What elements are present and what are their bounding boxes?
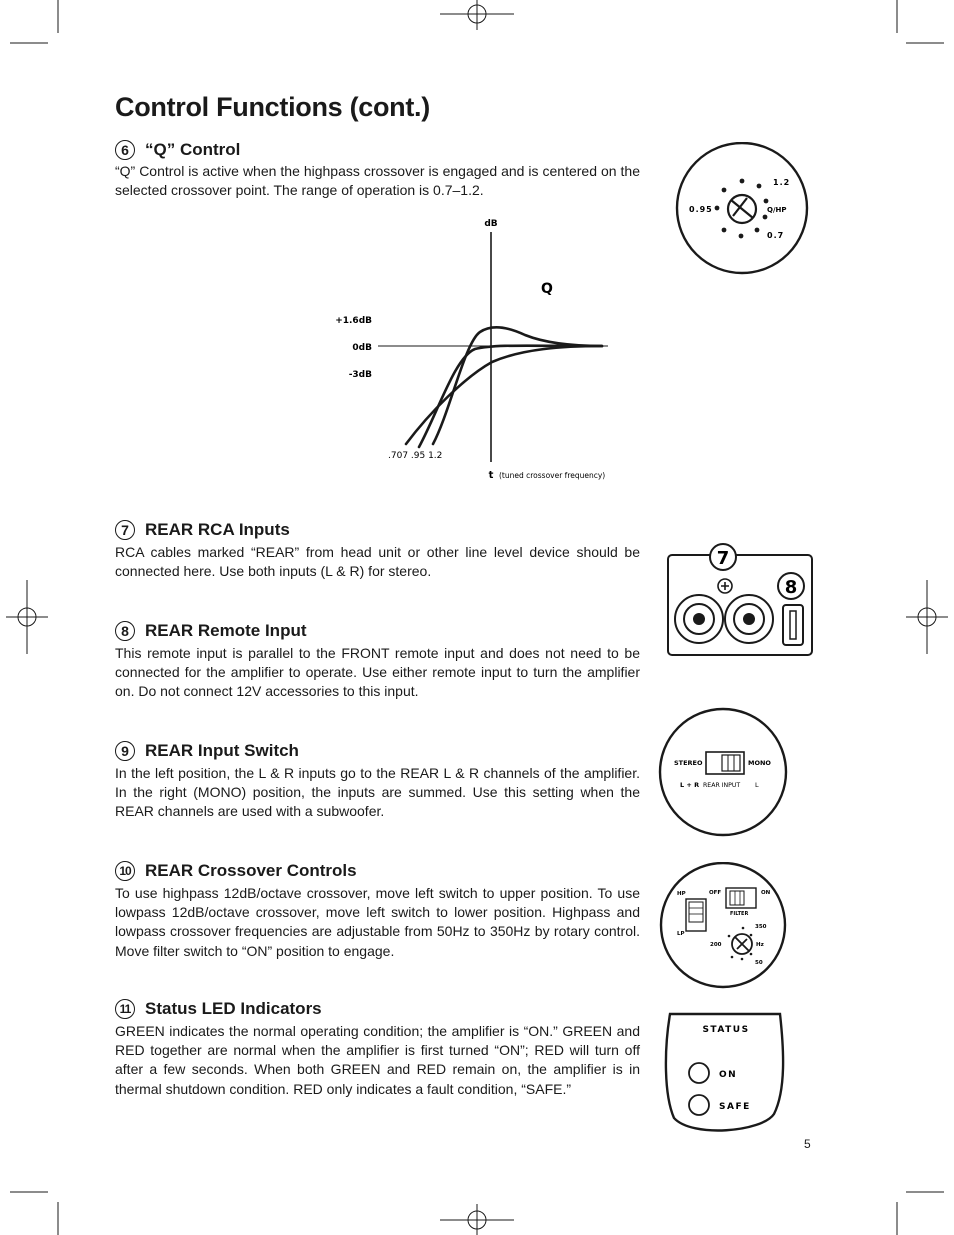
curve-labels: .707 .95 1.2 <box>388 451 443 461</box>
status-title: STATUS <box>702 1025 750 1035</box>
section-title: REAR Remote Input <box>145 621 307 640</box>
knob-label-name: Q/HP <box>767 206 787 214</box>
status-led-panel <box>662 1010 788 1140</box>
switch-label-l: L <box>755 781 759 789</box>
page-title: Control Functions (cont.) <box>115 92 430 122</box>
section-number: 7 <box>115 520 135 540</box>
led-safe-icon <box>689 1095 709 1115</box>
xover-label-50: 50 <box>755 960 763 966</box>
section-number: 10 <box>115 861 135 881</box>
section-title: Status LED Indicators <box>145 999 322 1018</box>
xover-label-filter: FILTER <box>730 911 749 917</box>
graph-x-note: (tuned crossover frequency) <box>499 471 606 480</box>
xover-label-350: 350 <box>755 924 767 930</box>
section-number: 8 <box>115 621 135 641</box>
status-label-safe: SAFE <box>719 1102 751 1112</box>
section-number: 11 <box>115 999 135 1019</box>
section-body: RCA cables marked “REAR” from head unit or other line level device should be connected here. Use both inputs (L & R) for stereo. <box>115 544 640 580</box>
rca-jack-left-icon <box>675 595 723 643</box>
section-heading-rear-remote <box>115 621 307 641</box>
section-title: REAR Crossover Controls <box>145 861 357 880</box>
q-control-knob <box>675 142 810 277</box>
graph-y-label: dB <box>484 219 498 229</box>
section-heading-q-control <box>115 140 240 160</box>
graph-q-label: Q <box>541 281 553 297</box>
switch-label-mono: MONO <box>748 759 771 767</box>
xover-label-hz: Hz <box>756 942 764 948</box>
section-heading-rear-crossover <box>115 861 357 881</box>
xover-label-on: ON <box>761 890 771 896</box>
section-heading-rear-input-switch <box>115 741 299 761</box>
section-body: This remote input is parallel to the FRONT remote input and does not need to be connected for the amplifier to operate. Use either remote input to turn the amplifier on. Do not connect 12V accessories to this input. <box>115 645 640 700</box>
curve-q-low <box>406 346 602 444</box>
badge-7-label: 7 <box>716 548 730 569</box>
page-number: 5 <box>804 1137 811 1151</box>
xover-label-200: 200 <box>710 942 722 948</box>
section-heading-status-led <box>115 999 322 1019</box>
graph-x-symbol: t <box>488 470 494 481</box>
section-title: “Q” Control <box>145 140 241 159</box>
xover-label-lp: LP <box>677 931 685 937</box>
rca-jack-right-icon <box>725 595 773 643</box>
led-on-icon <box>689 1063 709 1083</box>
level-label-plus: +1.6dB <box>335 316 372 326</box>
switch-label-stereo: STEREO <box>674 759 703 767</box>
level-label-zero: 0dB <box>352 343 372 353</box>
rca-input-panel <box>665 543 815 661</box>
section-body: GREEN indicates the normal operating condition; the amplifier is “ON.” GREEN and RED together are normal when the amplifier is first turned “ON”; RED will turn off after a few seconds. When both GREEN and RED remain on, the amplifier is in thermal shutdown condition. RED only indicates a fault condition, “SAFE.” <box>115 1023 640 1097</box>
rear-input-switch-panel <box>658 705 788 839</box>
knob-label-bottom: 0.7 <box>767 231 785 240</box>
switch-caption: REAR INPUT <box>703 782 741 789</box>
rear-crossover-panel <box>658 862 788 990</box>
knob-label-top: 1.2 <box>773 178 791 187</box>
status-label-on: ON <box>719 1070 738 1080</box>
knob-label-left: 0.95 <box>689 205 713 214</box>
section-body: In the left position, the L & R inputs go to the REAR L & R channels of the amplifier. In the right (MONO) position, the inputs are summed. Use this setting when the REAR channels are used with a subwoofer. <box>115 765 640 820</box>
section-body: To use highpass 12dB/octave crossover, move left switch to upper position. To use lowpass 12dB/octave crossover, move left switch to lower position. Highpass and lowpass crossover frequencies are adjustable from 50Hz to 350Hz by rotary control. Move filter switch to “ON” position to engage. <box>115 885 640 959</box>
level-label-minus: -3dB <box>348 370 372 380</box>
q-response-graph <box>330 212 620 487</box>
section-title: REAR Input Switch <box>145 741 299 760</box>
section-number: 9 <box>115 741 135 761</box>
section-title: REAR RCA Inputs <box>145 520 290 539</box>
section-number: 6 <box>115 140 135 160</box>
section-heading-rear-rca <box>115 520 290 540</box>
xover-label-off: OFF <box>709 890 722 896</box>
xover-label-hp: HP <box>677 891 686 897</box>
badge-8-label: 8 <box>784 577 798 598</box>
switch-label-lr: L + R <box>680 781 700 789</box>
section-body: “Q” Control is active when the highpass crossover is engaged and is centered on the selected crossover point. The range of operation is 0.7–1.2. <box>115 163 640 199</box>
